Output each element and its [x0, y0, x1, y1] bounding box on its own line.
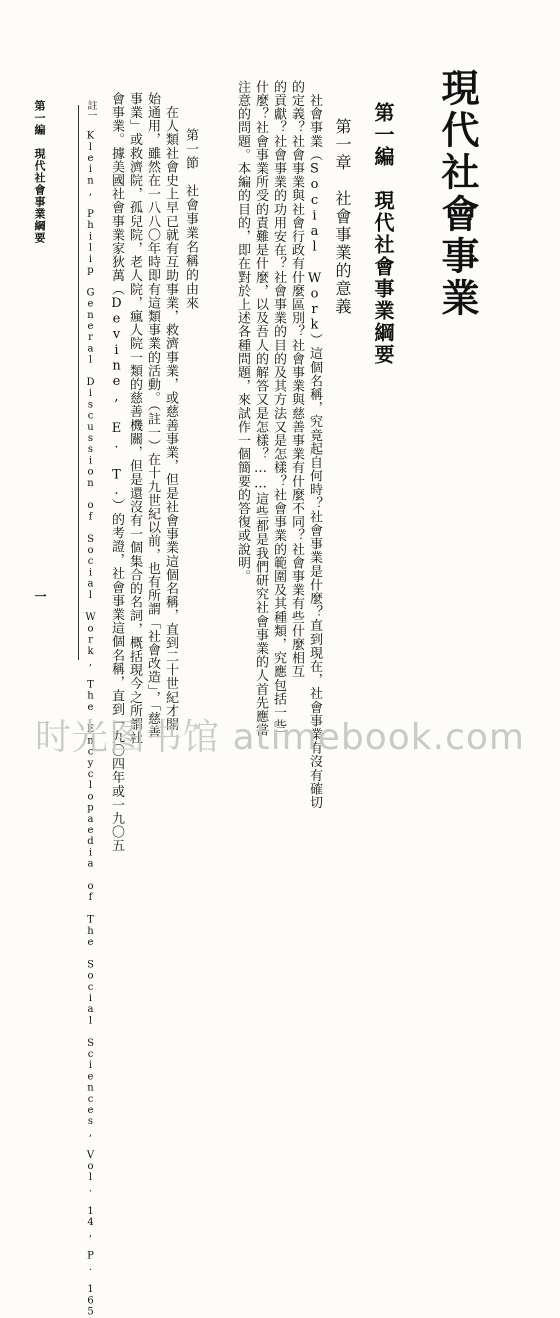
chapter-heading: 第一章 社會事業的意義 — [333, 118, 352, 316]
part-heading: 第一編 現代社會事業綱要 — [371, 102, 395, 366]
book-title: 現代社會事業 — [435, 68, 480, 320]
intro-paragraph-line: 注意的問題。本編的目的，即在對於上述各種問題，來試作一個簡要的答復或說明。 — [235, 80, 250, 584]
section-paragraph-line: 會事業。據美國社會事業家狄萬（Devine, E. T.）的考證，社會事業這個名稱，直到一九〇四年或一九〇五 — [109, 92, 124, 853]
intro-paragraph-line: 的貢獻？社會事業的功用安在？社會事業的目的及其方法又是怎樣？社會事業的範圍及其種類，究應包括一些 — [271, 80, 286, 733]
section-paragraph-line: 在人類社會史上早已就有互助事業，救濟事業，或慈善事業，但是社會事業這個名稱，直到二十世紀才開 — [163, 92, 178, 732]
running-head: 第一編 現代社會事業綱要 — [33, 100, 46, 244]
footnote: 註一 Klein, Philip General Discussion of Social Work, The Encyclopaedia of The Social Sciences, Vol. 14, P. 165 — [85, 100, 96, 1318]
page-number: 一 — [33, 590, 47, 602]
intro-paragraph-line: 的定義？社會事業與社會行政有什麼區別？社會事業與慈善事業有什麼不同？社會事業有些什麼相互 — [289, 80, 304, 679]
section-heading: 第一節 社會事業名稱的由來 — [183, 128, 198, 310]
section-paragraph-line: 事業」或救濟院，孤兒院，老人院，瘋人院一類的慈善機關，但是還沒有一個集合的名詞，概括現今之所謂社 — [127, 92, 142, 745]
watermark: 时光图书馆 atimebook.com — [35, 716, 525, 758]
margin-rule — [78, 105, 79, 660]
intro-paragraph-line: 社會事業（Social Work）這個名稱，究竟起自何時？社會事業是什麼？直到現在，社會事業有沒有確切 — [307, 80, 322, 810]
intro-paragraph-line: 什麼？社會事業所受的責難是什麼，以及吾人的解答又是怎樣？……這些都是我們研究社會事業的人首先應當 — [253, 80, 268, 737]
section-paragraph-line: 始通用，雖然在一八八〇年時即有這類事業的活動。（註一）在十九世紀以前，也有所謂「社會改造」，「慈善 — [145, 92, 160, 739]
